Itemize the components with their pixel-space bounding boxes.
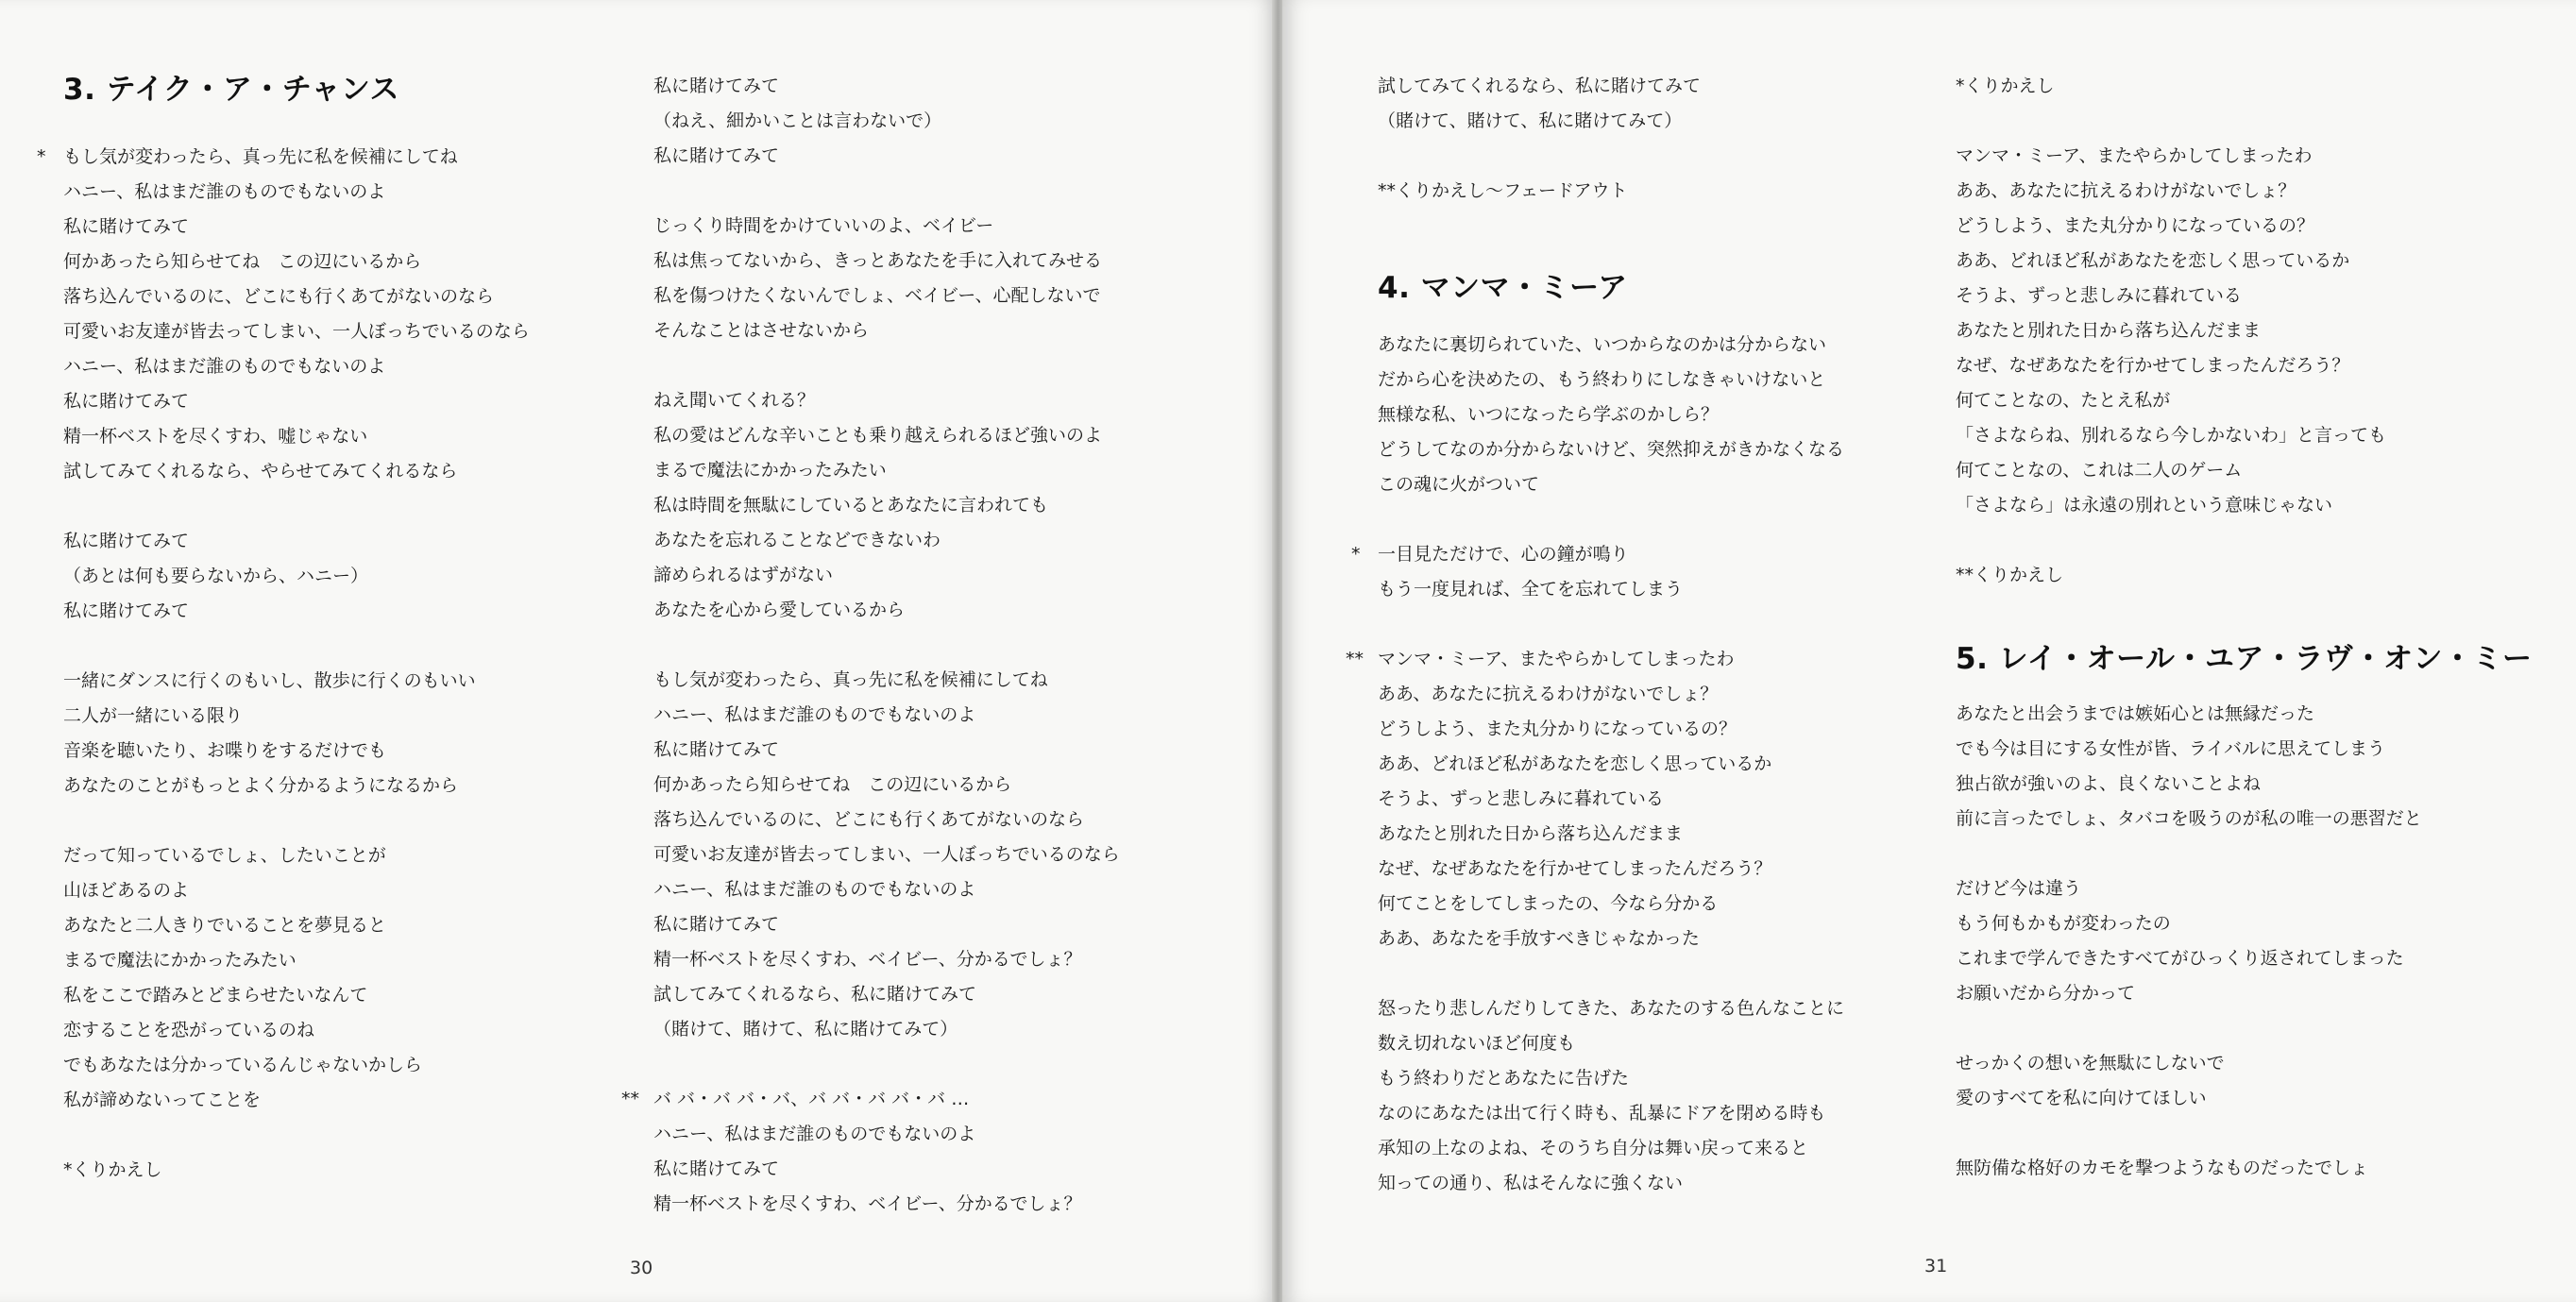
lyric-line: 恋することを恐がっているのね [63,1020,315,1040]
lyric-line: あなたを心から愛しているから [653,600,906,620]
lyric-line: 何かあったら知らせてね この辺にいるから [653,774,1012,795]
lyric-line: あなたに裏切られていた、いつからなのかは分からない [1378,334,1827,355]
lyric-line: 「さよならね、別れるなら今しかないわ」と言っても [1956,425,2387,446]
lyric-line: 私は時間を無駄にしているとあなたに言われても [653,495,1049,516]
lyric-line: マンマ・ミーア、またやらかしてしまったわ [1956,145,2313,166]
lyric-line: あなたと別れた日から落ち込んだまま [1956,320,2262,341]
lyric-line: あなたと出会うまでは嫉妬心とは無縁だった [1956,703,2315,724]
lyric-line: 私に賭けてみて [63,391,190,412]
left-page [0,0,1277,1302]
lyric-line: お願いだから分かって [1956,983,2136,1004]
lyric-line: 可愛いお友達が皆去ってしまい、一人ぼっちでいるのなら [653,844,1120,865]
lyric-line: あなたを忘れることなどできないわ [653,530,941,550]
chorus-marker: ** [1346,649,1364,669]
lyric-line: だけど今は違う [1956,878,2082,899]
lyric-line: もう終わりだとあなたに告げた [1378,1068,1630,1089]
song3-continued-column [621,69,1120,1222]
lyric-line: 承知の上なのよね、そのうち自分は舞い戻って来ると [1378,1138,1809,1158]
lyric-line: あなたのことがもっとよく分かるようになるから [63,775,459,796]
song-title: 5. レイ・オール・ユア・ラヴ・オン・ミー [1956,642,2533,676]
lyric-line: ハニー、私はまだ誰のものでもないのよ [653,1124,976,1144]
song-title: 3. テイク・ア・チャンス [63,73,399,107]
lyric-line: なぜ、なぜあなたを行かせてしまったんだろう？ [1956,355,2350,376]
lyric-line: 精一杯ベストを尽くすわ、ベイビー、分かるでしょ？ [653,1193,1082,1214]
lyric-line: これまで学んできたすべてがひっくり返されてしまった [1956,948,2404,969]
lyric-line: 私をここで踏みとどまらせたいなんて [63,985,368,1006]
verse-block [653,383,1120,628]
verse-block [1956,139,2532,523]
verse-block [1351,537,1844,607]
lyric-line: ハニー、私はまだ誰のものでもないのよ [63,356,386,377]
lyric-line: ああ、あなたを手放すべきじゃなかった [1378,928,1700,949]
lyric-line: 私は焦ってないから、きっとあなたを手に入れてみせる [653,250,1103,271]
lyric-line: ああ、どれほど私があなたを恋しく思っているか [1956,250,2350,271]
verse-block [1956,697,2532,837]
chorus-marker: * [1351,544,1361,565]
lyric-line: * 一目見ただけで、心の鐘が鳴り [1378,537,1844,572]
lyric-line: 落ち込んでいるのに、どこにも行くあてがないのなら [63,286,495,307]
lyric-line: だから心を決めたの、もう終わりにしなきゃいけないと [1378,369,1826,390]
lyric-line: ああ、あなたに抗えるわけがないでしょ？ [1956,180,2296,201]
song3-column [37,71,530,1188]
lyric-line: ** マンマ・ミーア、またやらかしてしまったわ [1378,642,1844,677]
lyric-line: この魂に火がついて [1378,474,1540,495]
verse-block [1378,69,1844,139]
lyric-line: 諦められるはずがない [653,565,834,585]
lyric-line: 何てことをしてしまったの、今なら分かる [1378,893,1719,914]
verse-block [653,69,1120,174]
verse-block [63,838,530,1118]
lyric-line: 試してみてくれるなら、やらせてみてくれるなら [63,461,458,482]
lyric-line: 私が諦めないってことを [63,1090,262,1110]
lyric-line: まるで魔法にかかったみたい [653,460,887,481]
lyric-line: でも今は目にする女性が皆、ライバルに思えてしまう [1956,738,2386,759]
lyric-line: 知っての通り、私はそんなに強くない [1378,1173,1684,1193]
lyric-line: あなたと別れた日から落ち込んだまま [1378,823,1684,844]
lyric-line: あなたと二人きりでいることを夢見ると [63,915,387,936]
lyric-line: 無防備な格好のカモを撃つようなものだったでしょ [1956,1158,2369,1178]
lyric-line: 精一杯ベストを尽くすわ、嘘じゃない [63,426,368,447]
lyric-line: そうよ、ずっと悲しみに暮れている [1956,285,2242,306]
lyric-line: 私を傷つけたくないんでしょ、ベイビー、心配しないで [653,285,1101,306]
lyric-line: もし気が変わったら、真っ先に私を候補にしてね [653,669,1048,690]
lyric-line: そんなことはさせないから [653,320,870,341]
lyric-line: だって知っているでしょ、したいことが [63,845,386,866]
lyric-line: ああ、あなたに抗えるわけがないでしょ？ [1378,684,1719,704]
lyric-line: 落ち込んでいるのに、どこにも行くあてがないのなら [653,809,1085,830]
verse-block [1346,642,1844,956]
lyric-line: そうよ、ずっと悲しみに暮れている [1378,788,1664,809]
lyric-line: 私に賭けてみて [63,531,190,551]
lyric-line: 何てことなの、たとえ私が [1956,390,2171,411]
lyric-line: * もし気が変わったら、真っ先に私を候補にしてね [63,140,530,175]
lyric-line: 私に賭けてみて [653,1158,780,1179]
chorus-marker: ** [621,1089,639,1109]
verse-block [37,140,530,489]
song4-end-column [1956,69,2532,1186]
verse-block [621,1082,1120,1222]
lyric-line: 私に賭けてみて [63,600,190,621]
lyric-line: どうしよう、また丸分かりになっているの？ [1378,719,1737,739]
song3-end-column [1346,69,1845,1201]
lyric-line: まるで魔法にかかったみたい [63,950,297,971]
chorus-marker: * [37,146,46,167]
repeat-instruction: *くりかえし [1956,76,2055,96]
page-number: 30 [630,1258,653,1278]
lyric-line: 可愛いお友達が皆去ってしまい、一人ぼっちでいるのなら [63,321,530,342]
verse-block [63,664,530,803]
lyric-line: ハニー、私はまだ誰のものでもないのよ [653,879,976,900]
lyric-line: 私に賭けてみて [653,145,780,166]
repeat-instruction: **くりかえし [1956,565,2064,585]
lyric-line: どうしてなのか分からないけど、突然抑えがきかなくなる [1378,439,1845,460]
lyric-line: （賭けて、賭けて、私に賭けてみて） [653,1019,958,1040]
verse-block [653,209,1120,348]
lyric-line: 前に言ったでしょ、タバコを吸うのが私の唯一の悪習だと [1956,808,2422,829]
lyric-line: （あとは何も要らないから、ハニー） [63,566,369,586]
lyric-line: 私に賭けてみて [653,76,780,96]
lyric-line: 数え切れないほど何度も [1378,1033,1576,1054]
lyric-line: 「さよなら」は永遠の別れという意味じゃない [1956,495,2333,516]
lyric-line: でもあなたは分かっているんじゃないかしら [63,1055,423,1075]
lyric-line: 私に賭けてみて [653,739,780,760]
lyric-line: 何かあったら知らせてね この辺にいるから [63,251,422,272]
lyric-line: ああ、どれほど私があなたを恋しく思っているか [1378,753,1772,774]
lyric-line: 山ほどあるのよ [63,880,190,901]
lyric-line: 何てことなの、これは二人のゲーム [1956,460,2243,481]
lyric-line: 精一杯ベストを尽くすわ、ベイビー、分かるでしょ？ [653,949,1082,970]
lyric-line: ねえ聞いてくれる？ [653,390,816,411]
lyric-line: 独占欲が強いのよ、良くないことよね [1956,773,2262,794]
lyric-line: ハニー、私はまだ誰のものでもないのよ [653,704,976,725]
lyric-line: 音楽を聴いたり、お喋りをするだけでも [63,740,387,761]
lyric-line: なのにあなたは出て行く時も、乱暴にドアを閉める時も [1378,1103,1826,1124]
song-title: 4. マンマ・ミーア [1378,271,1628,305]
lyric-line: 一緒にダンスに行くのもいし、散歩に行くのもいい [63,670,476,691]
verse-block [653,663,1120,1047]
verse-block [1378,328,1844,502]
repeat-instruction: *くりかえし [63,1159,162,1180]
lyric-line: ** バ バ・バ バ・バ、バ バ・バ バ・バ … [653,1082,1120,1117]
lyric-line: 無様な私、いつになったら学ぶのかしら？ [1378,404,1720,425]
lyric-line: もう何もかもが変わったの [1956,913,2171,934]
repeat-instruction: **くりかえし～フェードアウト [1378,180,1628,201]
lyric-line: （ねえ、細かいことは言わないで） [653,110,942,131]
lyric-line: 私に賭けてみて [653,914,780,935]
lyric-line: せっかくの想いを無駄にしないで [1956,1053,2225,1074]
page-number: 31 [1924,1256,1948,1277]
verse-block [1956,1046,2532,1116]
lyric-line: 試してみてくれるなら、私に賭けてみて [1378,76,1702,96]
right-page [1282,0,2576,1302]
verse-block [1378,991,1844,1201]
lyric-line: 怒ったり悲しんだりしてきた、あなたのする色んなことに [1378,998,1845,1019]
verse-block [63,524,530,629]
lyric-line: 二人が一緒にいる限り [63,705,244,726]
verse-block [1956,871,2532,1011]
lyric-line: じっくり時間をかけていいのよ、ベイビー [653,215,994,236]
lyric-line: 愛のすべてを私に向けてほしい [1956,1088,2207,1108]
lyric-line: 私の愛はどんな辛いことも乗り越えられるほど強いのよ [653,425,1103,446]
lyric-line: もう一度見れば、全てを忘れてしまう [1378,579,1684,600]
lyric-line: ハニー、私はまだ誰のものでもないのよ [63,181,386,202]
lyric-line: （賭けて、賭けて、私に賭けてみて） [1378,110,1683,131]
lyric-line: 試してみてくれるなら、私に賭けてみて [653,984,977,1005]
lyric-line: どうしよう、また丸分かりになっているの？ [1956,215,2315,236]
lyric-line: 私に賭けてみて [63,216,190,237]
verse-block [1956,1151,2532,1186]
lyric-line: なぜ、なぜあなたを行かせてしまったんだろう？ [1378,858,1772,879]
